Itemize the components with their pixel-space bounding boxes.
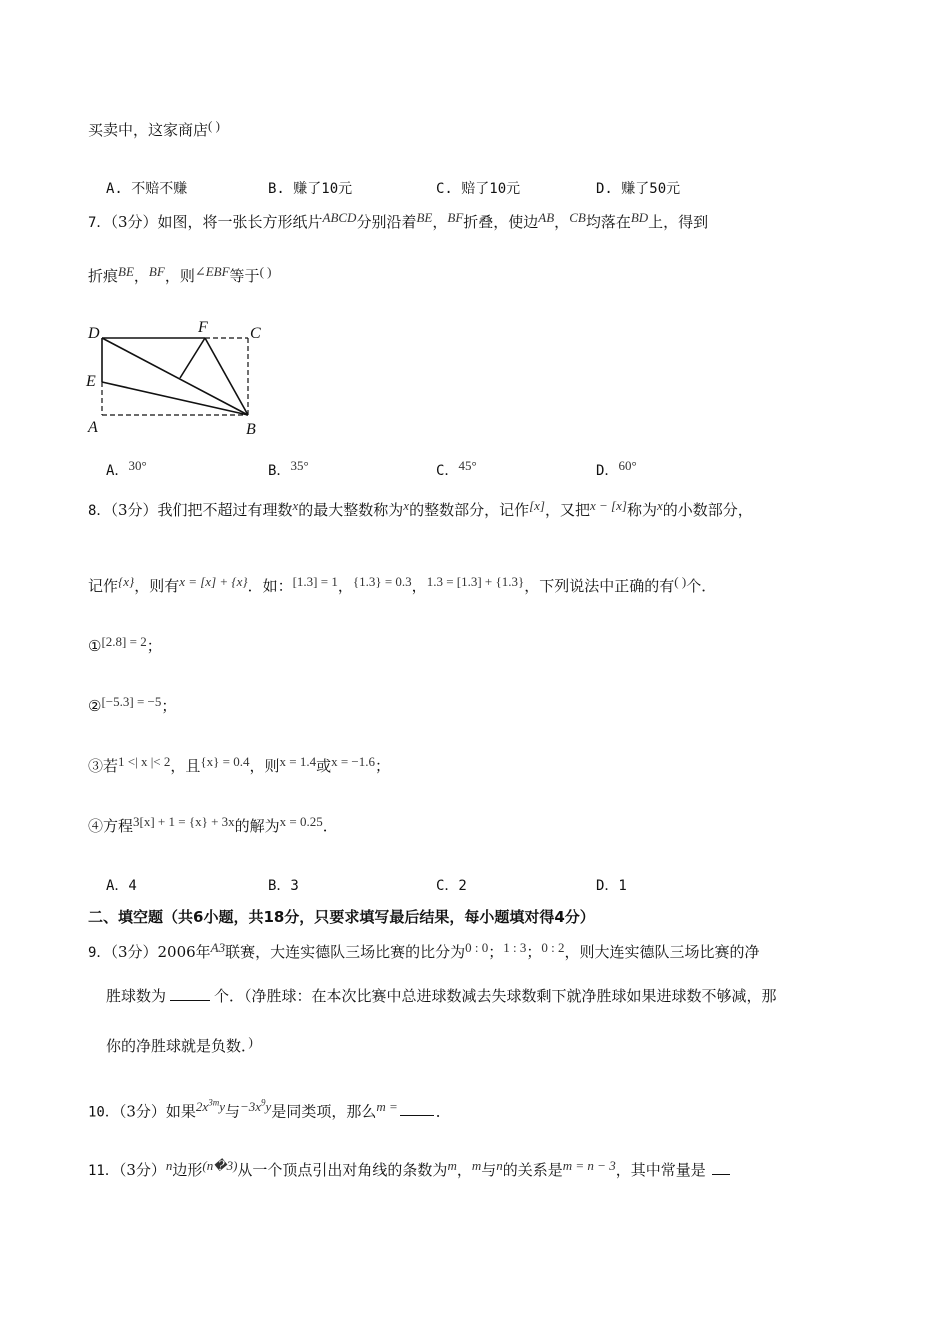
q10-term-1 [196, 1099, 225, 1114]
q8-math: x [656, 498, 663, 513]
math-var: y [219, 1099, 225, 1115]
q7-line-1 [88, 212, 708, 233]
q9-line-3 [106, 1036, 253, 1057]
q10-term-2 [240, 1099, 271, 1114]
fig-crease-eb [102, 382, 248, 415]
q9-text: ； [488, 943, 504, 961]
q11-answer-blank[interactable] [712, 1158, 730, 1175]
q11-math: (n�3) [202, 1158, 238, 1173]
fig-fold-segment [180, 338, 205, 378]
q8-text: ； [146, 637, 162, 655]
q7-option-a[interactable] [106, 460, 147, 480]
q7-score: （3分） [110, 213, 158, 231]
q7-paren: ( ) [259, 264, 272, 279]
q11-math: n [165, 1158, 173, 1173]
math-var: y [265, 1099, 272, 1115]
q11-text: ，其中常量是 [615, 1161, 706, 1179]
q8-text: 个． [686, 577, 717, 595]
q10-line [88, 1098, 451, 1122]
q8-text: ．如： [247, 577, 293, 595]
option-label: B． [268, 463, 291, 479]
q7-option-d[interactable] [596, 460, 637, 480]
q9-math: A3 [210, 940, 226, 955]
q9-text: 你的净胜球就是负数． [106, 1037, 249, 1055]
q8-text: ； [161, 697, 177, 715]
q8-text: ； [375, 757, 391, 775]
q8-math: x = 1.4 [279, 754, 317, 769]
q8-text: 或 [316, 757, 332, 775]
math-exponent: 9 [261, 1098, 266, 1108]
q9-text: ，则大连实德队三场比赛的净 [564, 943, 760, 961]
q7-math-cb: CB [569, 210, 586, 225]
option-value: 30° [128, 458, 147, 473]
q8-statement-4 [88, 816, 338, 837]
q7-text: 分别沿着 [356, 213, 417, 231]
q7-text: ，则 [164, 267, 195, 285]
q11-score: （3分） [118, 1161, 166, 1179]
q10-math: m = [376, 1099, 398, 1115]
q7-text: 上，得到 [648, 213, 709, 231]
q7-math-be: BE [416, 210, 433, 225]
q7-math-bf: BF [447, 210, 464, 225]
fig-label-d: D [88, 325, 100, 342]
q6-option-b[interactable]: B. 赚了10元 [268, 181, 353, 197]
q8-option-c[interactable]: C．2 [436, 878, 467, 894]
q7-math-be: BE [118, 264, 134, 279]
q11-math: m [471, 1158, 482, 1173]
q10-text: 如果 [165, 1102, 196, 1121]
q7-option-b[interactable] [268, 460, 309, 480]
q11-text: 边形 [172, 1161, 203, 1179]
q9-math: 0 : 2 [541, 940, 565, 955]
q11-math: n [496, 1158, 503, 1173]
q8-math: x = −1.6 [331, 754, 376, 769]
q9-math: 0 : 0 [465, 940, 489, 955]
q8-statement-2 [88, 696, 176, 717]
q6-tail-text: 买卖中，这家商店 [88, 121, 209, 139]
q9-text: ； [526, 943, 542, 961]
q7-text: 均落在 [585, 213, 631, 231]
q9-text: 个．（净胜球：在本次比赛中总进球数减去失球数剩下就净胜球如果进球数不够减，那 [214, 987, 777, 1005]
q10-score: （3分） [118, 1102, 166, 1121]
q11-line [88, 1158, 730, 1181]
q8-math: [1.3] = 1 [292, 574, 338, 589]
fig-label-e: E [86, 373, 96, 390]
q7-line-2 [88, 266, 271, 287]
fig-label-b: B [246, 421, 256, 438]
option-label: A． [106, 463, 129, 479]
q8-math: {1.3} = 0.3 [352, 574, 412, 589]
q8-text: ，又把 [544, 501, 590, 519]
q8-paren: ( ) [674, 574, 687, 589]
statement-marker: ② [88, 697, 102, 715]
statement-marker: ④方程 [88, 817, 134, 835]
q9-paren: ) [248, 1034, 253, 1049]
q9-text: 胜球数为 [106, 987, 167, 1005]
q8-math: x − [x] [590, 498, 627, 513]
q8-statement-1 [88, 636, 162, 657]
q8-math: {x} [118, 574, 135, 589]
q9-score: （3分） [110, 943, 158, 961]
q11-text: ， [456, 1161, 472, 1179]
fig-label-a: A [88, 419, 98, 436]
q8-math: 3[x] + 1 = {x} + 3x [133, 814, 235, 829]
q7-math-abcd: ABCD [322, 210, 357, 225]
q9-line-1 [88, 942, 760, 963]
q8-math: {x} = 0.4 [200, 754, 250, 769]
q9-line-2 [106, 984, 777, 1006]
q11-math: m = n − 3 [562, 1158, 616, 1173]
q8-statement-3 [88, 756, 390, 777]
option-label: D． [596, 463, 619, 479]
math-base: −3x [240, 1099, 262, 1115]
q8-option-a[interactable]: A．4 [106, 878, 137, 894]
option-value: 60° [618, 458, 637, 473]
q8-math: 1 <| x |< 2 [118, 754, 171, 769]
q8-text: 的整数部分，记作 [409, 501, 530, 519]
q11-math: m [447, 1158, 457, 1173]
q7-math-angle: ∠EBF [194, 264, 230, 279]
q8-text: 的最大整数称为 [298, 501, 404, 519]
q7-text: ， [432, 213, 448, 231]
q7-text: 如图，将一张长方形纸片 [157, 213, 323, 231]
math-exponent: 3m [208, 1098, 220, 1108]
q9-answer-blank[interactable] [170, 984, 210, 1001]
fig-label-f: F [198, 319, 208, 336]
q8-math: x [403, 498, 410, 513]
q8-math: x [292, 498, 299, 513]
q6-option-d[interactable]: D. 赚了50元 [596, 181, 681, 197]
q9-math: 1 : 3 [503, 940, 527, 955]
q8-score: （3分） [110, 501, 158, 519]
q8-line-1 [88, 500, 753, 521]
q11-text: 与 [481, 1161, 497, 1179]
q9-text: 联赛，大连实德队三场比赛的比分为 [225, 943, 466, 961]
q11-text: 从一个顶点引出对角线的条数为 [237, 1161, 448, 1179]
q8-text: 称为 [626, 501, 657, 519]
q7-text: 折痕 [88, 267, 119, 285]
q6-option-a[interactable]: A. 不赔不赚 [106, 181, 188, 197]
math-base: 2x [195, 1099, 209, 1115]
fig-label-c: C [250, 325, 261, 342]
q9-number: 9． [88, 945, 111, 961]
q8-math: [2.8] = 2 [101, 634, 147, 649]
q8-text: 的小数部分， [662, 501, 753, 519]
q8-text: 记作 [88, 577, 119, 595]
q10-number: 10． [88, 1104, 119, 1121]
q10-text: 是同类项，那么 [271, 1102, 377, 1121]
q8-text: ， [411, 577, 427, 595]
q8-text: ． [322, 817, 338, 835]
q11-number: 11． [88, 1163, 119, 1179]
q8-option-b[interactable]: B．3 [268, 878, 299, 894]
q8-text: ，则有 [134, 577, 180, 595]
q7-math-bd: BD [630, 210, 649, 225]
q6-paren: ( ) [208, 118, 220, 133]
q7-figure [80, 312, 280, 440]
q7-option-c[interactable] [436, 460, 477, 480]
q8-math: x = [x] + {x} [179, 574, 248, 589]
q8-math: x = 0.25 [279, 814, 323, 829]
q7-text: 等于 [229, 267, 260, 285]
q7-math-ab: AB [538, 210, 555, 225]
statement-marker: ① [88, 637, 102, 655]
q8-number: 8． [88, 503, 111, 519]
q11-text: 的关系是 [502, 1161, 563, 1179]
q8-math: [−5.3] = −5 [101, 694, 162, 709]
q7-text: 折叠，使边 [463, 213, 539, 231]
q8-text: 我们把不超过有理数 [157, 501, 293, 519]
statement-marker: ③若 [88, 757, 119, 775]
q8-text: ， [337, 577, 353, 595]
option-value: 35° [290, 458, 309, 473]
q8-math: 1.3 = [1.3] + {1.3} [426, 574, 525, 589]
q6-tail-line [88, 120, 220, 141]
q9-text: 2006年 [157, 943, 211, 961]
q8-math: [x] [529, 498, 545, 513]
q7-text: ， [554, 213, 570, 231]
q8-text: ，且 [170, 757, 201, 775]
q7-number: 7． [88, 215, 111, 231]
q8-text: ，下列说法中正确的有 [524, 577, 675, 595]
q8-text: ，则 [249, 757, 280, 775]
q8-line-2 [88, 576, 716, 597]
q10-text: ． [435, 1102, 451, 1121]
q10-answer-blank[interactable] [400, 1099, 434, 1116]
q8-text: 的解为 [234, 817, 280, 835]
section-heading: 二、填空题（共6小题，共18分，只要求填写最后结果，每小题填对得4分） [88, 908, 595, 926]
q8-option-d[interactable]: D．1 [596, 878, 627, 894]
q7-text: ， [133, 267, 149, 285]
q10-text: 与 [224, 1102, 240, 1121]
q6-option-c[interactable]: C. 赔了10元 [436, 181, 521, 197]
option-value: 45° [458, 458, 477, 473]
q7-math-bf: BF [148, 264, 165, 279]
option-label: C． [436, 463, 459, 479]
